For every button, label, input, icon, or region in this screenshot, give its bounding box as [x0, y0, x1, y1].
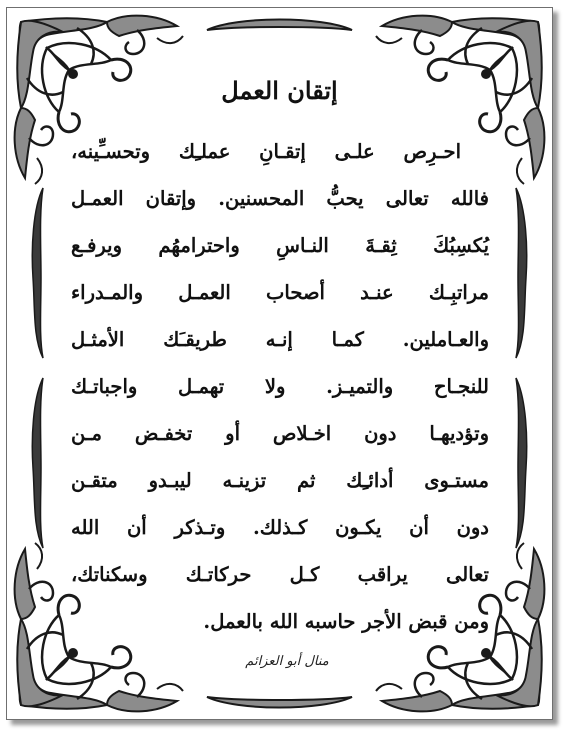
ornament-bottom-center: [207, 697, 352, 708]
text-line: يُكسِبُكَ ثِقـةَ النـاسِ واحترامهُم ويرفـع: [71, 234, 489, 257]
bracket-right-lower: [516, 378, 527, 548]
page-title: إتقان العمل: [221, 76, 338, 105]
body-paragraph: [71, 128, 489, 645]
text-line: احـرِص علـى إتقـانِ عملـِك وتحسـِّينه،: [71, 140, 461, 163]
ornament-top-center: [207, 20, 352, 31]
text-line: دون أن يكـون كـذلك. وتـذكر أن الله: [71, 516, 489, 539]
bracket-left-lower: [32, 378, 43, 548]
bracket-right-upper: [516, 188, 527, 358]
text-line: للنجـاح والتميـز. ولا تهمـل واجباتـك: [71, 375, 489, 398]
text-line: ومن قبض الأجر حاسبه الله بالعمل.: [203, 610, 489, 633]
text-line: فالله تعالى يحبُّ المحسنين. وإتقان العمـل: [71, 187, 489, 210]
author-signature: منال أبو العزائم: [245, 654, 329, 669]
text-line: والعـاملين. كمـا إنـه طريقـَك الأمثـل: [71, 328, 489, 351]
document-page: [6, 7, 553, 720]
text-line: وتؤديهـا دون اخـلاص أو تخفـض مـن: [71, 422, 489, 445]
text-line: تعالى يراقب كـل حركاتـك وسكناتك،: [71, 563, 489, 586]
text-line: مراتبِـك عنـد أصحاب العمـل والمـدراء: [71, 281, 489, 304]
bracket-left-upper: [32, 188, 43, 358]
text-line: مستـوى أدائـِك ثم تزينـه ليبـدو متقـن: [71, 469, 489, 492]
